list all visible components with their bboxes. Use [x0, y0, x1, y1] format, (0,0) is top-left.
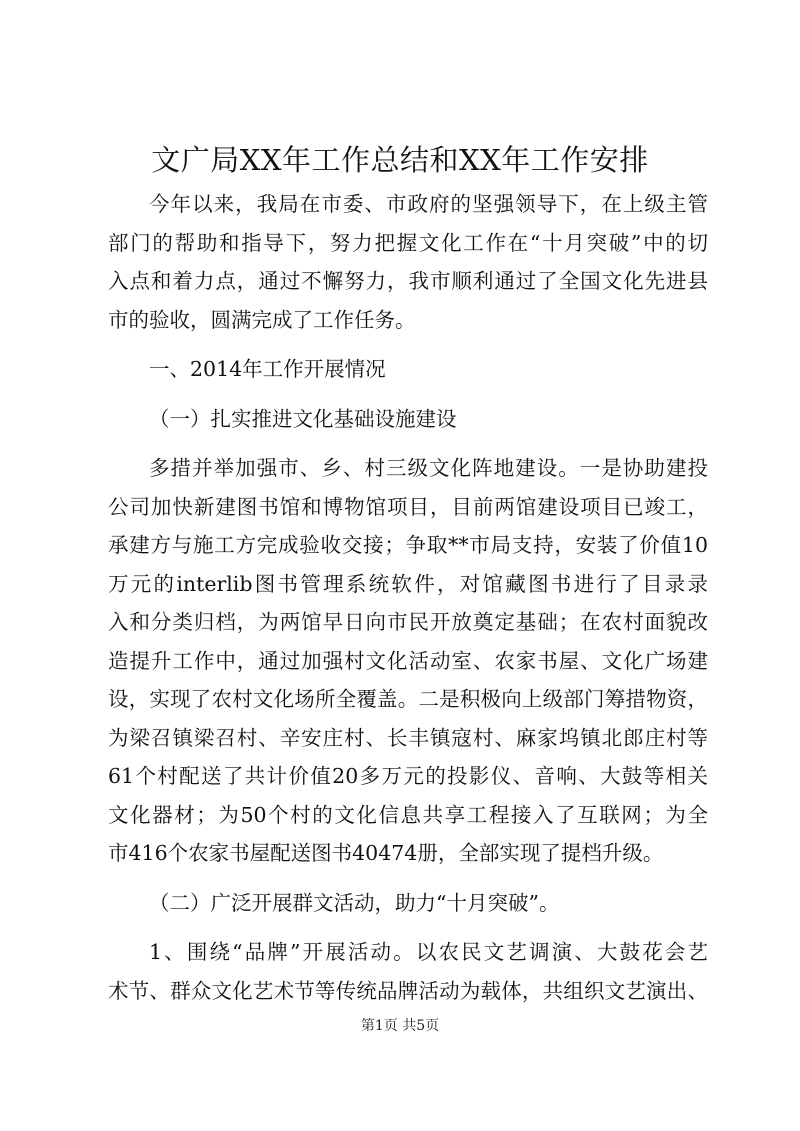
paragraph-line: 造提升工作中，通过加强村文化活动室、农家书屋、文化广场建 — [108, 648, 708, 673]
page-footer: 第1页 共5页 — [360, 1018, 440, 1034]
paragraph-line: 部门的帮助和指导下，努力把握文化工作在“十月突破”中的切 — [108, 230, 708, 255]
paragraph-line: 1、围绕“品牌”开展活动。以农民文艺调演、大鼓花会艺 — [149, 940, 708, 964]
paragraph-line: 文化器材；为50个村的文化信息共享工程接入了互联网；为全 — [108, 802, 708, 827]
paragraph-line: 市416个农家书屋配送图书40474册，全部实现了提档升级。 — [108, 841, 664, 865]
paragraph-intro — [108, 185, 708, 339]
paragraph-activities — [108, 933, 708, 1010]
paragraph-line: 承建方与施工方完成验收交接；争取**市局支持，安装了价值10 — [108, 533, 708, 557]
heading-line: 一、2014年工作开展情况 — [149, 357, 386, 381]
subsection-heading — [108, 400, 708, 439]
paragraph-line: 术节、群众文化艺术节等传统品牌活动为载体，共组织文艺演出、 — [108, 978, 708, 1003]
document-body — [108, 185, 708, 1010]
paragraph-line: 万元的interlib图书管理系统软件，对馆藏图书进行了目录录 — [108, 571, 708, 596]
paragraph-line: 入点和着力点，通过不懈努力，我市顺利通过了全国文化先进县 — [108, 269, 708, 293]
paragraph-line: 设，实现了农村文化场所全覆盖。二是积极向上级部门筹措物资， — [108, 687, 708, 711]
paragraph-line: 公司加快新建图书馆和博物馆项目，目前两馆建设项目已竣工， — [108, 494, 708, 519]
heading-line: （二）广泛开展群文活动，助力“十月突破”。 — [149, 890, 560, 915]
section-heading — [108, 350, 708, 389]
paragraph-infrastructure — [108, 449, 708, 873]
paragraph-line: 为梁召镇梁召村、辛安庄村、长丰镇寇村、麻家坞镇北郎庄村等 — [108, 725, 708, 750]
heading-line: （一）扎实推进文化基础设施建设 — [149, 406, 457, 431]
paragraph-line: 61个村配送了共计价值20多万元的投影仪、音响、大鼓等相关 — [108, 764, 708, 788]
paragraph-line: 入和分类归档，为两馆早日向市民开放奠定基础；在农村面貌改 — [108, 610, 708, 634]
subsection-heading — [108, 884, 708, 923]
paragraph-line: 多措并举加强市、乡、村三级文化阵地建设。一是协助建投 — [149, 456, 708, 480]
paragraph-line: 市的验收，圆满完成了工作任务。 — [108, 307, 416, 332]
paragraph-line: 今年以来，我局在市委、市政府的坚强领导下，在上级主管 — [149, 192, 708, 216]
document-title: 文广局XX年工作总结和XX年工作安排 — [151, 143, 649, 177]
